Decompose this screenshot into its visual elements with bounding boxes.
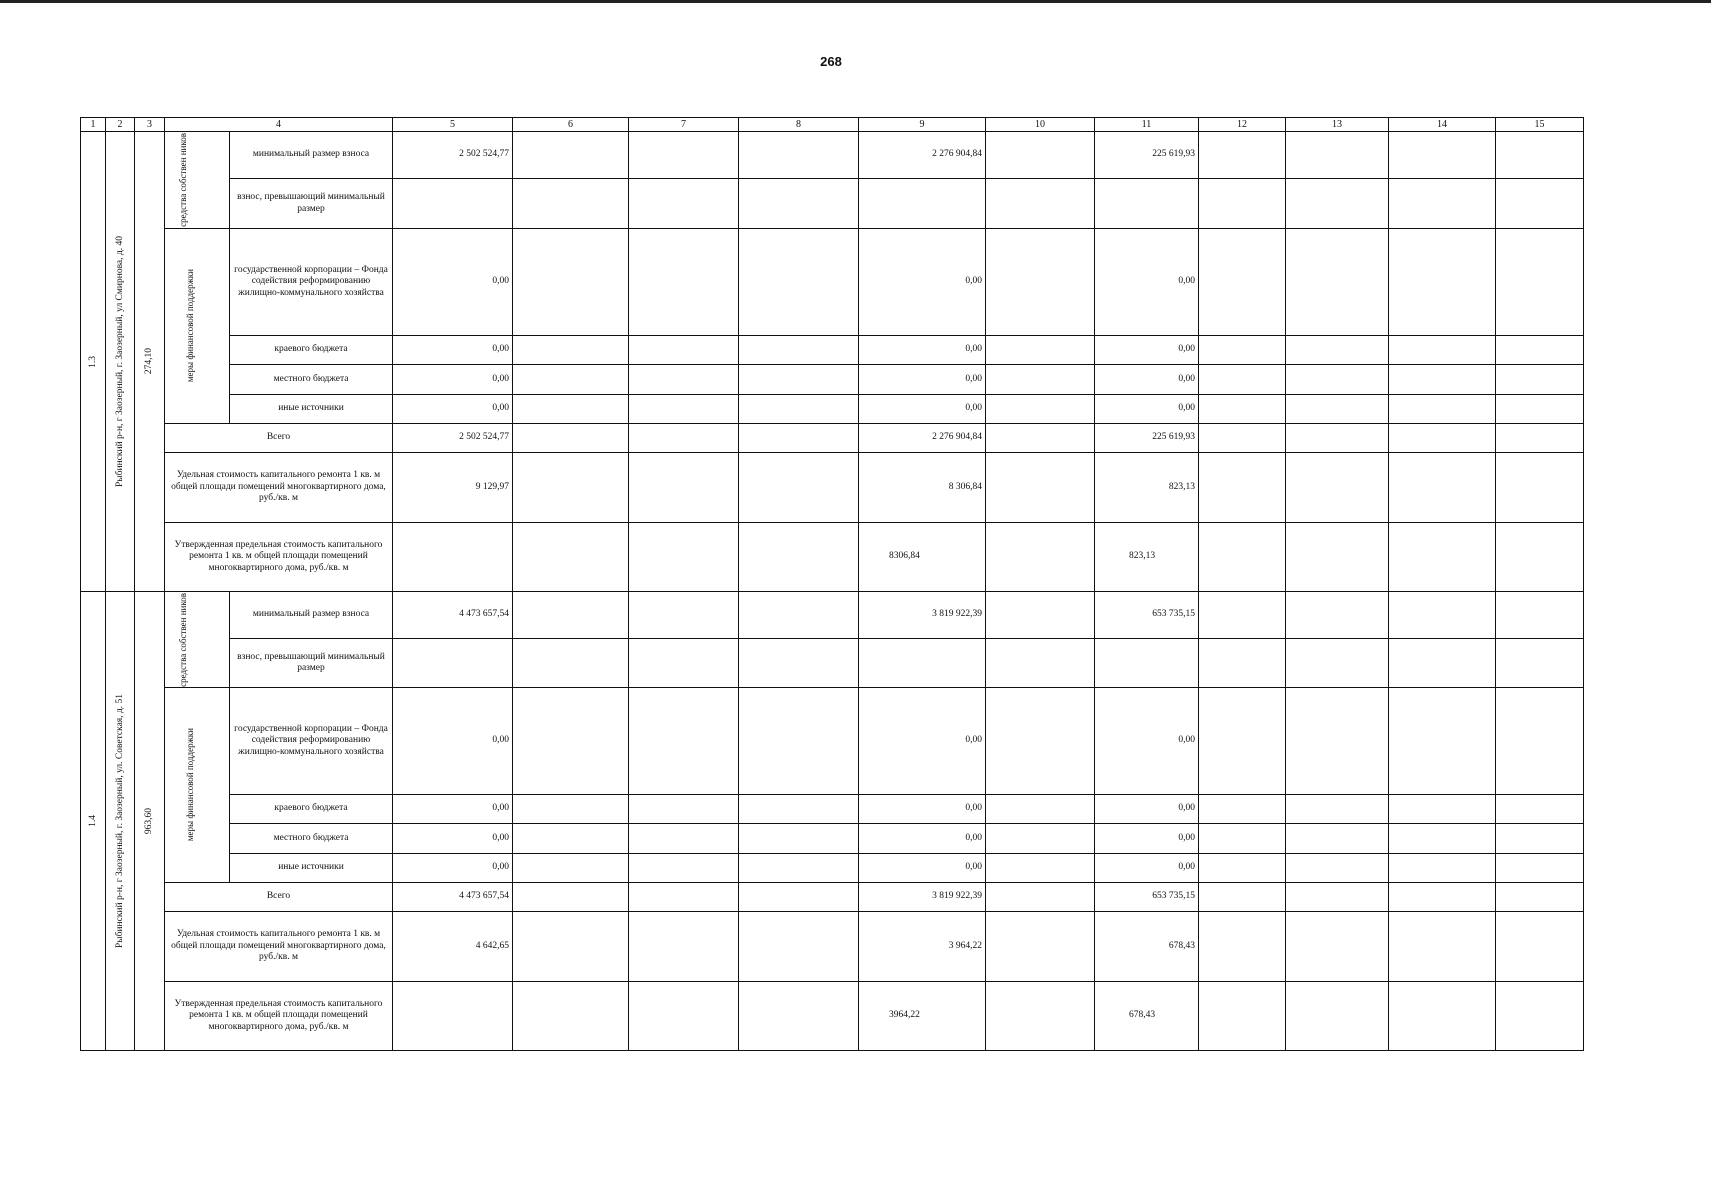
col-number: 3 (135, 118, 165, 132)
row-label: минимальный размер взноса (230, 132, 393, 179)
area: 963,60 (144, 807, 154, 835)
value-c5: 4 642,65 (393, 912, 513, 982)
address-cell (106, 592, 135, 1051)
value-c11: 0,00 (1095, 395, 1199, 424)
section-index: 1.4 (87, 815, 98, 827)
row-label: местного бюджета (230, 824, 393, 854)
col-number: 11 (1095, 118, 1199, 132)
page-number: 268 (820, 54, 842, 69)
row-label: местного бюджета (230, 365, 393, 395)
col-number: 1 (81, 118, 106, 132)
address-cell (106, 132, 135, 592)
value-c5: 0,00 (393, 824, 513, 854)
value-c11: 653 735,15 (1095, 592, 1199, 639)
value-c5: 0,00 (393, 365, 513, 395)
value-c9: 0,00 (859, 365, 986, 395)
col-number: 15 (1496, 118, 1584, 132)
value-c9: 3 964,22 (859, 912, 986, 982)
section-index: 1.3 (87, 355, 98, 368)
value-c5: 0,00 (393, 854, 513, 883)
value-c11: 0,00 (1095, 854, 1199, 883)
table-row (81, 523, 1584, 592)
section-index-cell (81, 132, 106, 592)
value-c5: 2 502 524,77 (393, 132, 513, 179)
table-row (81, 982, 1584, 1051)
value-c5: 0,00 (393, 336, 513, 365)
row-label: краевого бюджета (230, 336, 393, 365)
value-c5: 0,00 (393, 688, 513, 795)
value-c9: 0,00 (859, 688, 986, 795)
row-label-total: Всего (165, 424, 393, 453)
value-c9: 0,00 (859, 795, 986, 824)
table-row (81, 229, 1584, 336)
row-label: государственной корпорации – Фонда содействия реформированию жилищно-коммунального хозяйства (230, 229, 393, 336)
area-cell (135, 592, 165, 1051)
col-number: 13 (1286, 118, 1389, 132)
value-c11: 823,13 (1095, 523, 1199, 592)
area: 274,10 (144, 348, 154, 375)
col-number: 5 (393, 118, 513, 132)
column-number-row (81, 118, 1584, 132)
value-c11: 823,13 (1095, 453, 1199, 523)
table-row (81, 912, 1584, 982)
row-label: минимальный размер взноса (230, 592, 393, 639)
value-c11: 0,00 (1095, 795, 1199, 824)
table-row (81, 453, 1584, 523)
address: Рыбинский р-н, г Заозерный, г. Заозерный, ул. Советская, д. 51 (114, 693, 125, 949)
own-funds-group (165, 132, 230, 229)
row-label: иные источники (230, 395, 393, 424)
col-number: 8 (739, 118, 859, 132)
support-measures-group (165, 688, 230, 883)
support-measures-label: меры финансовой поддержки (185, 728, 195, 842)
row-label: государственной корпорации – Фонда содействия реформированию жилищно-коммунального хозяйства (230, 688, 393, 795)
value-c11: 678,43 (1095, 912, 1199, 982)
value-c11: 225 619,93 (1095, 132, 1199, 179)
col-number: 2 (106, 118, 135, 132)
value-c9: 2 276 904,84 (859, 424, 986, 453)
value-c5: 0,00 (393, 395, 513, 424)
table-row (81, 883, 1584, 912)
value-c11: 0,00 (1095, 229, 1199, 336)
row-label: взнос, превышающий минимальный размер (230, 179, 393, 229)
own-funds-label: средства собствен ников (178, 133, 188, 227)
support-measures-label: меры финансовой поддержки (185, 269, 195, 383)
value-c5: 0,00 (393, 795, 513, 824)
table-row (81, 824, 1584, 854)
table-row (81, 395, 1584, 424)
own-funds-label: средства собствен ников (178, 592, 188, 687)
value-c5: 4 473 657,54 (393, 883, 513, 912)
row-label-unit-cost: Удельная стоимость капитального ремонта 1 кв. м общей площади помещений многоквартирного дома, руб./кв. м (165, 912, 393, 982)
value-c9: 8306,84 (859, 523, 986, 592)
value-c11: 0,00 (1095, 336, 1199, 365)
row-label-approved-limit: Утвержденная предельная стоимость капитального ремонта 1 кв. м общей площади помещений многоквартирного дома, руб./кв. м (165, 523, 393, 592)
col-number: 9 (859, 118, 986, 132)
value-c11: 225 619,93 (1095, 424, 1199, 453)
col-number: 12 (1199, 118, 1286, 132)
row-label-total: Всего (165, 883, 393, 912)
table-row (81, 365, 1584, 395)
table-row (81, 688, 1584, 795)
value-c5: 9 129,97 (393, 453, 513, 523)
table-row (81, 795, 1584, 824)
col-number: 4 (165, 118, 393, 132)
value-c11: 653 735,15 (1095, 883, 1199, 912)
col-number: 6 (513, 118, 629, 132)
value-c9: 0,00 (859, 854, 986, 883)
own-funds-group (165, 592, 230, 688)
table-row (81, 179, 1584, 229)
value-c5: 2 502 524,77 (393, 424, 513, 453)
capital-repair-table (80, 117, 1584, 1051)
table-row (81, 592, 1584, 639)
col-number: 14 (1389, 118, 1496, 132)
table-row (81, 424, 1584, 453)
row-label-approved-limit: Утвержденная предельная стоимость капитального ремонта 1 кв. м общей площади помещений многоквартирного дома, руб./кв. м (165, 982, 393, 1051)
value-c9: 3 819 922,39 (859, 883, 986, 912)
section-index-cell (81, 592, 106, 1051)
value-c11: 0,00 (1095, 688, 1199, 795)
value-c9: 8 306,84 (859, 453, 986, 523)
value-c9: 0,00 (859, 395, 986, 424)
support-measures-group (165, 229, 230, 424)
value-c9: 0,00 (859, 336, 986, 365)
row-label: краевого бюджета (230, 795, 393, 824)
value-c11: 678,43 (1095, 982, 1199, 1051)
table-row (81, 336, 1584, 365)
value-c5: 0,00 (393, 229, 513, 336)
value-c9: 2 276 904,84 (859, 132, 986, 179)
table-row (81, 132, 1584, 179)
row-label: взнос, превышающий минимальный размер (230, 639, 393, 688)
value-c9: 3964,22 (859, 982, 986, 1051)
table-row (81, 639, 1584, 688)
row-label-unit-cost: Удельная стоимость капитального ремонта 1 кв. м общей площади помещений многоквартирного дома, руб./кв. м (165, 453, 393, 523)
value-c9: 0,00 (859, 229, 986, 336)
row-label: иные источники (230, 854, 393, 883)
page-top-rule (0, 0, 1711, 3)
address: Рыбинский р-н, г Заозерный, г. Заозерный, ул Смирнова, д. 40 (114, 235, 125, 487)
col-number: 10 (986, 118, 1095, 132)
table-row (81, 854, 1584, 883)
value-c11: 0,00 (1095, 365, 1199, 395)
col-number: 7 (629, 118, 739, 132)
value-c9: 0,00 (859, 824, 986, 854)
value-c11: 0,00 (1095, 824, 1199, 854)
value-c9: 3 819 922,39 (859, 592, 986, 639)
area-cell (135, 132, 165, 592)
value-c5: 4 473 657,54 (393, 592, 513, 639)
